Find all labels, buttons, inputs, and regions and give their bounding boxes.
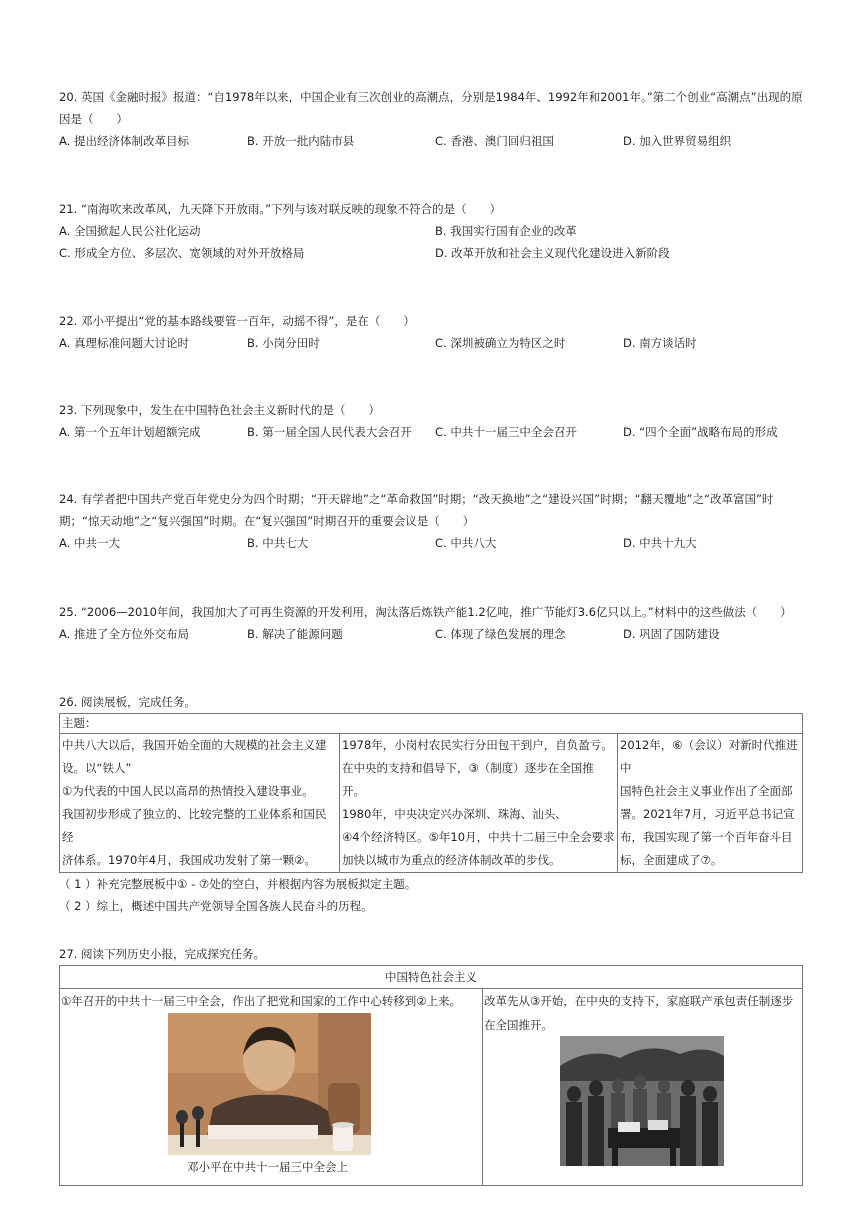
board-line: 1978年，小岗村农民实行分田包干到户，自负盈亏。 (342, 738, 613, 752)
option-d: D. “四个全面”战略布局的形成 (623, 425, 778, 439)
question-stem: 26. 阅读展板，完成任务。 (59, 695, 196, 709)
option-c: C. 深圳被确立为特区之时 (435, 336, 566, 350)
newspaper-header: 中国特色社会主义 (60, 966, 803, 989)
option-a: A. 全国掀起人民公社化运动 (59, 224, 201, 238)
board-line: 加快以城市为重点的经济体制改革的步伐。 (342, 853, 561, 867)
question-stem: 21. “南海吹来改革风，九天降下开放雨。”下列与该对联反映的现象不符合的是（ ） (59, 202, 502, 216)
board-line: 中共八大以后，我国开始全面的大规模的社会主义建 (62, 738, 327, 752)
board-line: 国特色社会主义事业作出了全面部 (620, 784, 793, 798)
question-20 (59, 86, 811, 152)
options-row (59, 332, 811, 354)
board-line: ④4个经济特区。⑤年10月，中共十二届三中全会要求 (342, 830, 615, 844)
question-stem: 22. 邓小平提出“党的基本路线要管一百年，动摇不得”，是在（ ） (59, 314, 415, 328)
xiaogang-villagers-photo (560, 1036, 724, 1166)
question-24 (59, 488, 811, 554)
question-stem: 27. 阅读下列历史小报，完成探究任务。 (59, 947, 265, 961)
option-d: D. 南方谈话时 (623, 336, 697, 350)
board-line: 署。2021年7月，习近平总书记宣 (620, 807, 795, 821)
question-stem: 20. 英国《金融时报》报道：“自1978年以来，中国企业有三次创业的高潮点，分别是1984年、1992年和2001年。”第二个创业“高潮点”出现的原因是（ ） (59, 90, 803, 126)
board-line: 设。以“铁人” (62, 761, 132, 775)
question-stem: 23. 下列现象中，发生在中国特色社会主义新时代的是（ ） (59, 403, 380, 417)
display-board (59, 713, 803, 873)
option-d: D. 改革开放和社会主义现代化建设进入新阶段 (435, 246, 670, 260)
photo-caption: 邓小平在中共十一届三中全会上 (187, 1160, 348, 1174)
option-a: A. 真理标准问题大讨论时 (59, 336, 189, 350)
board-line: 在中央的支持和倡导下，③（制度）逐步在全国推开。 (342, 761, 594, 798)
question-stem: 25. “2006—2010年间，我国加大了可再生资源的开发利用，淘汰落后炼铁产能1.2亿吨，推广节能灯3.6亿只以上。”材料中的这些做法（ ） (59, 605, 792, 619)
sub-question-1: （ 1 ）补充完整展板中① - ⑦处的空白，并根据内容为展板拟定主题。 (59, 877, 417, 891)
options-row (59, 421, 811, 443)
option-c: C. 中共八大 (435, 536, 497, 550)
sub-question-2: （ 2 ）综上，概述中国共产党领导全国各族人民奋斗的历程。 (59, 899, 373, 913)
newspaper-right-text-1: 改革先从③开始，在中央的支持下，家庭联产承包责任制逐步 (484, 994, 794, 1008)
options-row (59, 130, 811, 152)
board-line: 1980年，中央决定兴办深圳、珠海、汕头、 (342, 807, 567, 821)
board-column-1 (60, 734, 340, 873)
option-b: B. 小岗分田时 (247, 336, 320, 350)
option-d: D. 中共十九大 (623, 536, 697, 550)
option-b: B. 中共七大 (247, 536, 309, 550)
option-a: A. 推进了全方位外交布局 (59, 627, 189, 641)
board-line: ①为代表的中国人民以高昂的热情投入建设事业。 (62, 784, 314, 798)
question-stem: 24. 有学者把中国共产党百年党史分为四个时期；“开天辟地”之“革命救国”时期；“改天换地”之“建设兴国”时期；“翻天覆地”之“改革富国”时期；“惊天动地”之“复兴强国”时期。在“复兴强国”时期召开的重要会议是（ ） (59, 492, 774, 528)
question-26 (59, 691, 811, 917)
option-d: D. 加入世界贸易组织 (623, 134, 732, 148)
board-line: 济体系。1970年4月，我国成功发射了第一颗②。 (62, 853, 316, 867)
board-line: 布，我国实现了第一个百年奋斗目 (620, 830, 793, 844)
option-c: C. 中共十一届三中全会召开 (435, 425, 577, 439)
option-a: A. 第一个五年计划超额完成 (59, 425, 201, 439)
option-c: C. 体现了绿色发展的理念 (435, 627, 566, 641)
option-b: B. 解决了能源问题 (247, 627, 343, 641)
option-a: A. 提出经济体制改革目标 (59, 134, 189, 148)
option-b: B. 开放一批内陆市县 (247, 134, 355, 148)
question-23 (59, 399, 811, 443)
board-line: 标，全面建成了⑦。 (620, 853, 723, 867)
options-row (59, 532, 811, 554)
newspaper-right-text-2: 在全国推开。 (484, 1018, 553, 1032)
newspaper-left-text: ①年召开的中共十一届三中全会，作出了把党和国家的工作中心转移到②上来。 (61, 994, 462, 1008)
option-c: C. 形成全方位、多层次、宽领域的对外开放格局 (59, 246, 305, 260)
option-d: D. 巩固了国防建设 (623, 627, 720, 641)
option-c: C. 香港、澳门回归祖国 (435, 134, 554, 148)
option-a: A. 中共一大 (59, 536, 120, 550)
options-row (59, 623, 811, 645)
question-25 (59, 601, 811, 645)
board-line: 我国初步形成了独立的、比较完整的工业体系和国民经 (62, 807, 327, 844)
board-line: 2012年，⑥（会议）对新时代推进中 (620, 738, 798, 775)
board-column-3 (618, 734, 803, 873)
question-21 (59, 198, 811, 264)
board-column-2 (340, 734, 618, 873)
deng-xiaoping-photo (168, 1013, 371, 1155)
option-b: B. 我国实行国有企业的改革 (435, 224, 577, 238)
board-topic: 主题： (60, 714, 803, 734)
option-b: B. 第一届全国人民代表大会召开 (247, 425, 412, 439)
question-22 (59, 310, 811, 354)
options-grid (59, 220, 811, 264)
